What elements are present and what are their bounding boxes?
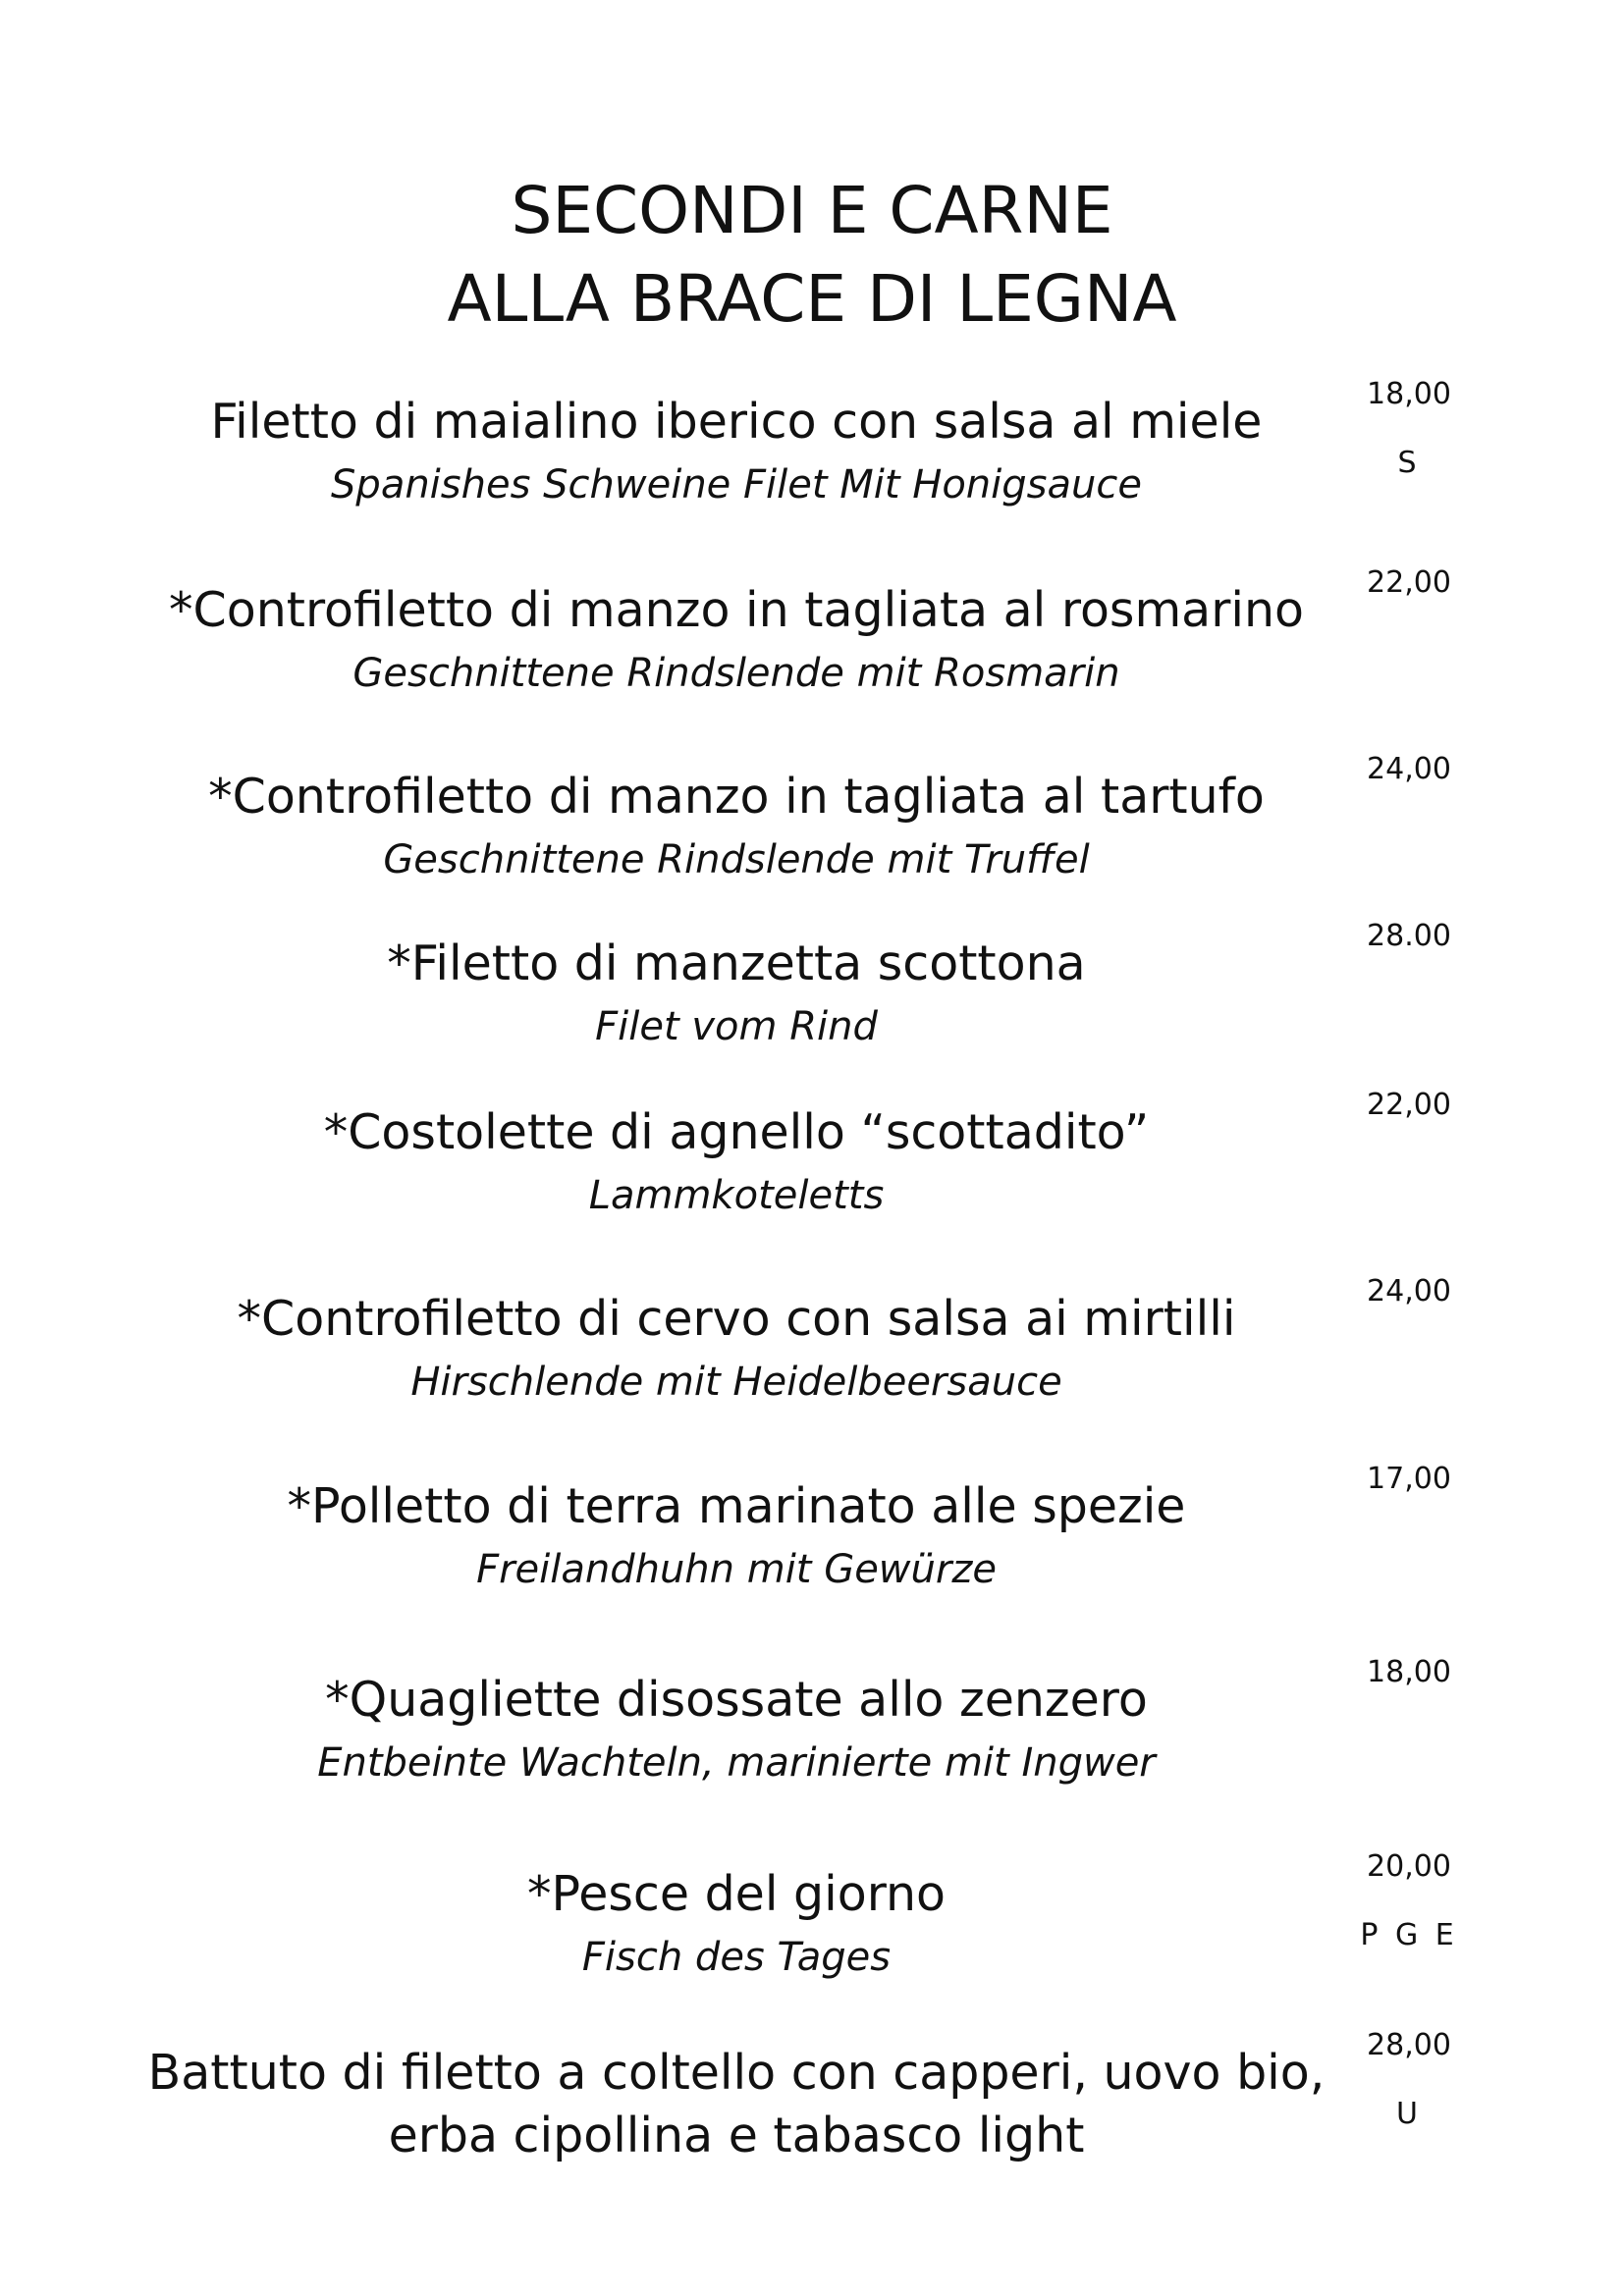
- dish-price: 17,00: [1367, 1462, 1451, 1496]
- menu-item: [0, 1088, 1624, 1258]
- allergen-code: U: [1396, 2097, 1422, 2131]
- dish-price: 18,00: [1367, 377, 1451, 411]
- menu-item: [0, 1462, 1624, 1632]
- dish-name: Battuto di filetto a coltello con capperi, uovo bio,: [147, 2045, 1326, 2101]
- dish-translation: Hirschlende mit Heidelbeersauce: [410, 1360, 1062, 1405]
- dish-price: 28.00: [1367, 919, 1451, 953]
- menu-item-text: [88, 391, 1384, 516]
- dish-translation: Geschnittene Rindslende mit Truffel: [383, 837, 1090, 882]
- allergen-code: P G E: [1360, 1918, 1458, 1952]
- dish-price: 24,00: [1367, 1274, 1451, 1308]
- dish-price: 28,00: [1367, 2028, 1451, 2062]
- dish-price: 20,00: [1367, 1849, 1451, 1884]
- dish-price: 22,00: [1367, 1088, 1451, 1122]
- menu-item: [0, 1274, 1624, 1445]
- menu-item-text: [88, 1669, 1384, 1794]
- menu-item-text: [88, 933, 1384, 1058]
- menu-item: [0, 2028, 1624, 2199]
- menu-item: [0, 377, 1624, 548]
- dish-name: *Polletto di terra marinato alle spezie: [287, 1478, 1186, 1534]
- dish-translation: Filet vom Rind: [595, 1004, 878, 1049]
- dish-translation: Lammkoteletts: [588, 1173, 885, 1218]
- menu-item: [0, 565, 1624, 736]
- menu-item: [0, 1849, 1624, 2020]
- dish-translation: Entbeinte Wachteln, marinierte mit Ingwer: [317, 1740, 1156, 1786]
- menu-item: [0, 1655, 1624, 1826]
- dish-name: *Pesce del giorno: [526, 1866, 947, 1922]
- menu-title-line-1: SECONDI E CARNE: [511, 173, 1113, 248]
- dish-name-continued: erba cipollina e tabasco light: [388, 2108, 1085, 2163]
- menu-item-text: [88, 766, 1384, 891]
- menu-item: [0, 752, 1624, 923]
- menu-item-text: [88, 1288, 1384, 1414]
- dish-translation: Freilandhuhn mit Gewürze: [476, 1547, 997, 1592]
- dish-name: *Quagliette disossate allo zenzero: [325, 1672, 1148, 1728]
- dish-name: Filetto di maialino iberico con salsa al miele: [210, 394, 1263, 450]
- dish-name: *Costolette di agnello “scottadito”: [323, 1104, 1150, 1160]
- dish-name: *Controfiletto di cervo con salsa ai mirtilli: [237, 1291, 1236, 1347]
- dish-translation: Spanishes Schweine Filet Mit Honigsauce: [331, 462, 1142, 507]
- dish-name: *Controfiletto di manzo in tagliata al rosmarino: [169, 582, 1304, 638]
- menu-item: [0, 919, 1624, 1090]
- dish-name: *Controfiletto di manzo in tagliata al tartufo: [208, 769, 1265, 825]
- menu-title-line-2: ALLA BRACE DI LEGNA: [447, 261, 1177, 337]
- menu-item-text: [88, 1863, 1384, 1989]
- menu-item-text: [88, 2042, 1384, 2167]
- dish-name: *Filetto di manzetta scottona: [387, 935, 1086, 991]
- dish-price: 24,00: [1367, 752, 1451, 786]
- dish-translation: Fisch des Tages: [581, 1935, 892, 1980]
- menu-item-text: [88, 579, 1384, 705]
- menu-item-text: [88, 1475, 1384, 1601]
- menu-item-text: [88, 1101, 1384, 1227]
- allergen-code: S: [1397, 446, 1421, 480]
- dish-price: 18,00: [1367, 1655, 1451, 1689]
- dish-price: 22,00: [1367, 565, 1451, 600]
- dish-translation: Geschnittene Rindslende mit Rosmarin: [352, 651, 1120, 696]
